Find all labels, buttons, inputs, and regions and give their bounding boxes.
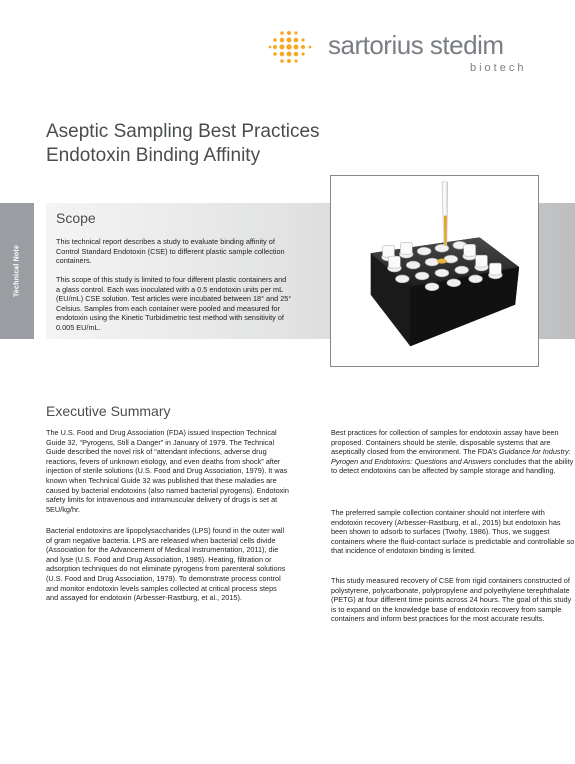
brand-subtitle: biotech	[470, 62, 527, 74]
scope-heading: Scope	[56, 210, 96, 226]
side-tab-label: Technical Note	[13, 244, 21, 298]
executive-summary-heading: Executive Summary	[46, 403, 171, 419]
executive-summary-paragraph-1: The U.S. Food and Drug Association (FDA) issued Inspection Technical Guide 32, “Pyrogens, Still a Danger” in January of 1979. The Technical Guide described the novel risk of “attendant infections, adverse drug reactions, fevers of unknown etiology, and even deaths from shock” after injection of sterile solutions (U.S. Food and Drug Association, 1979). It was known when Technical Guide 32 was published that these maladies are caused by bacterial endotoxins (also named bacterial pyrogens). Endotoxin safety limits for intravenous and intramuscular delivery of drugs is set at 5EU/kg/hr.	[46, 428, 289, 514]
executive-summary-paragraph-5: This study measured recovery of CSE from rigid containers constructed of polystyrene, polycarbonate, polypropylene and polyethylene terephthalate (PETG) at four different time points across 24 hours. The goal of this study is to expand on the knowledge base of endotoxin recovery from sample containers and inform best practices for the most accurate results.	[331, 576, 572, 624]
page-title-line-1: Aseptic Sampling Best Practices	[46, 121, 320, 142]
page-title-line-2: Endotoxin Binding Affinity	[46, 145, 261, 166]
sartorius-dots-logo-icon	[268, 30, 314, 66]
scope-paragraph-1: This technical report describes a study to evaluate binding affinity of Control Standard Endotoxin (CSE) to different plastic sample collection containers.	[56, 237, 285, 266]
sample-rack-photo	[330, 175, 539, 367]
paragraph-3-text-b: concludes that the ability to detect endotoxins can be affected by sample storage and handling.	[331, 456, 574, 476]
executive-summary-paragraph-4: The preferred sample collection container should not interfere with endotoxin recovery (Arbesser-Rastburg, et al., 2015) but endotoxin has been shown to adsorb to surfaces (Twohy, 1986). Thus, we suggest containers where the fluid-contact surface is predictable and controllable so that incidence of endotoxin binding is limited.	[331, 508, 575, 556]
fda-guidance-title: Guidance for Industry: Pyrogen and Endotoxins: Questions and Answers	[331, 447, 571, 466]
brand-name: sartorius stedim	[328, 30, 504, 60]
scope-paragraph-2: This scope of this study is limited to four different plastic containers and a glass control. Each was inoculated with a 0.5 endotoxin units per mL (EU/mL) CSE solution. Test articles were incubated between 18° and 25° Celsius. Samples from each container were pooled and measured for endotoxin using the Kinetic Turbidimetric test method with sensitivity of 0.005 EU/mL.	[56, 275, 292, 332]
executive-summary-paragraph-2: Bacterial endotoxins are lipopolysaccharides (LPS) found in the outer wall of gram negative bacteria. LPS are released when bacterial cells divide (Association for the Advancement of Medical Instrumentation, 2011), die and lyse (U.S. Food and Drug Association, 1985). Heating, filtration or adsorption techniques do not eliminate pyrogens from parenteral solutions (U.S. Food and Drug Association, 1979). To demonstrate process control and monitor endotoxin levels samples collected at critical process steps and assayed for endotoxin (Arbesser-Rastburg, et al., 2015).	[46, 526, 286, 603]
paragraph-3-text-a: Best practices for collection of samples for endotoxin assay have been proposed. Containers should be sterile, disposable systems that are aseptically closed from the environment. The FDA’s	[331, 428, 559, 457]
executive-summary-paragraph-3	[331, 428, 575, 476]
